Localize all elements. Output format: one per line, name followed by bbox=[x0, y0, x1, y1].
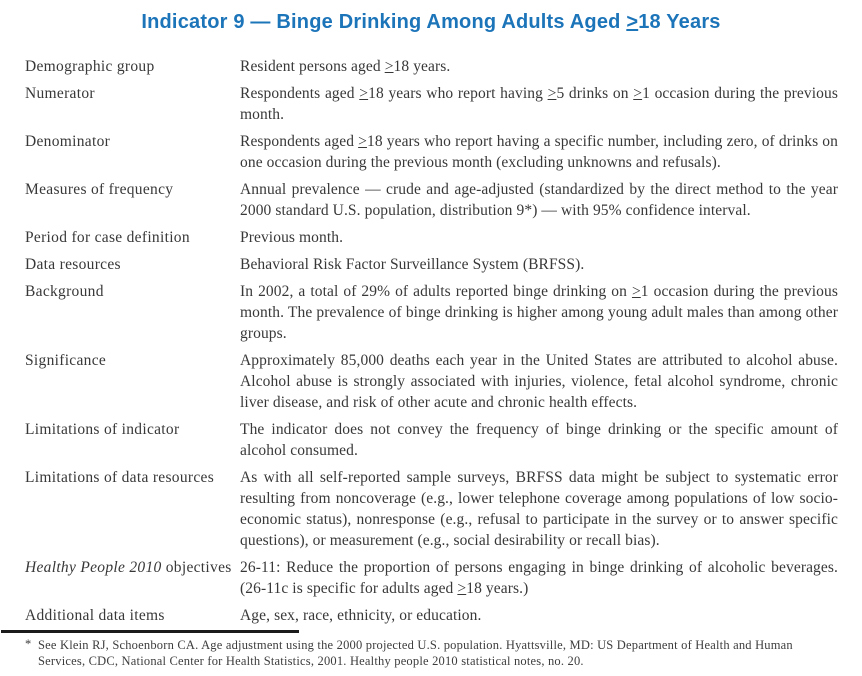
row-definition: Age, sex, race, ethnicity, or education. bbox=[240, 607, 482, 624]
row-term: Measures of frequency bbox=[25, 181, 174, 198]
table-row bbox=[25, 281, 838, 344]
row-term: Significance bbox=[25, 352, 107, 369]
row-term: Denominator bbox=[25, 133, 111, 150]
row-term-cell bbox=[25, 56, 240, 77]
footnote bbox=[25, 637, 838, 669]
table-row bbox=[25, 254, 838, 275]
row-definition: Respondents aged >18 years who report having a specific number, including zero, of drinks on one occasion during the previous month (excluding unknowns and refusals). bbox=[240, 133, 838, 171]
row-term-cell bbox=[25, 419, 240, 461]
row-term: Demographic group bbox=[25, 58, 155, 75]
row-term-cell bbox=[25, 254, 240, 275]
table-row bbox=[25, 467, 838, 551]
row-definition: As with all self-reported sample surveys, BRFSS data might be subject to systematic error resulting from noncoverage (e.g., lower telephone coverage among populations of low socio-economic status), nonresponse (e.g., refusal to participate in the survey or to answer specific questions), or measurement (e.g., social desirability or recall bias). bbox=[240, 469, 838, 549]
row-term-cell bbox=[25, 83, 240, 125]
row-term: Additional data items bbox=[25, 607, 165, 624]
footnote-marker: * bbox=[25, 636, 32, 651]
table-row bbox=[25, 350, 838, 413]
row-definition: Respondents aged >18 years who report having >5 drinks on >1 occasion during the previous month. bbox=[240, 85, 839, 123]
row-term-cell bbox=[25, 467, 240, 551]
row-definition: Previous month. bbox=[240, 229, 344, 246]
table-row bbox=[25, 179, 838, 221]
row-term: Data resources bbox=[25, 256, 121, 273]
row-term: Limitations of indicator bbox=[25, 421, 180, 438]
row-definition: The indicator does not convey the frequency of binge drinking or the specific amount of alcohol consumed. bbox=[240, 421, 838, 459]
row-term-cell bbox=[25, 557, 240, 599]
table-row bbox=[25, 605, 838, 626]
definition-list bbox=[25, 56, 838, 626]
footnote-text: See Klein RJ, Schoenborn CA. Age adjustment using the 2000 projected U.S. population. Hyattsville, MD: US Department of Health and Human Services, CDC, National Center for Health Statistics, 2001. Healthy people 2010 statistical notes, no. 20. bbox=[38, 637, 793, 668]
row-term-cell bbox=[25, 281, 240, 344]
page-title: Indicator 9 — Binge Drinking Among Adults Aged >18 Years bbox=[141, 11, 721, 33]
table-row bbox=[25, 557, 838, 599]
row-term: Background bbox=[25, 283, 104, 300]
table-row bbox=[25, 56, 838, 77]
row-definition: Resident persons aged >18 years. bbox=[240, 58, 451, 75]
row-term-cell bbox=[25, 227, 240, 248]
table-row bbox=[25, 83, 838, 125]
table-row bbox=[25, 227, 838, 248]
row-term-cell bbox=[25, 179, 240, 221]
row-definition: 26-11: Reduce the proportion of persons engaging in binge drinking of alcoholic beverages. (26-11c is specific for adults aged >18 years.) bbox=[240, 559, 838, 597]
row-term: Period for case definition bbox=[25, 229, 190, 246]
row-term: Limitations of data resources bbox=[25, 469, 215, 486]
row-term-cell bbox=[25, 131, 240, 173]
table-row bbox=[25, 419, 838, 461]
table-row bbox=[25, 131, 838, 173]
row-term-italic: Healthy People 2010 bbox=[25, 559, 162, 576]
row-definition: In 2002, a total of 29% of adults reported binge drinking on >1 occasion during the previous month. The prevalence of binge drinking is higher among young adult males than among other groups. bbox=[240, 283, 838, 342]
footnote-rule bbox=[1, 630, 299, 633]
row-term: Numerator bbox=[25, 85, 95, 102]
row-definition: Behavioral Risk Factor Surveillance System (BRFSS). bbox=[240, 256, 585, 273]
row-definition: Annual prevalence — crude and age-adjusted (standardized by the direct method to the year 2000 standard U.S. population, distribution 9*) — with 95% confidence interval. bbox=[240, 181, 838, 219]
row-term-cell bbox=[25, 350, 240, 413]
row-term-cell bbox=[25, 605, 240, 626]
row-term: objectives bbox=[161, 559, 232, 576]
row-definition: Approximately 85,000 deaths each year in the United States are attributed to alcohol abuse. Alcohol abuse is strongly associated with injuries, violence, fetal alcohol syndrome, chronic liver disease, and risk of other acute and chronic health effects. bbox=[240, 352, 838, 411]
